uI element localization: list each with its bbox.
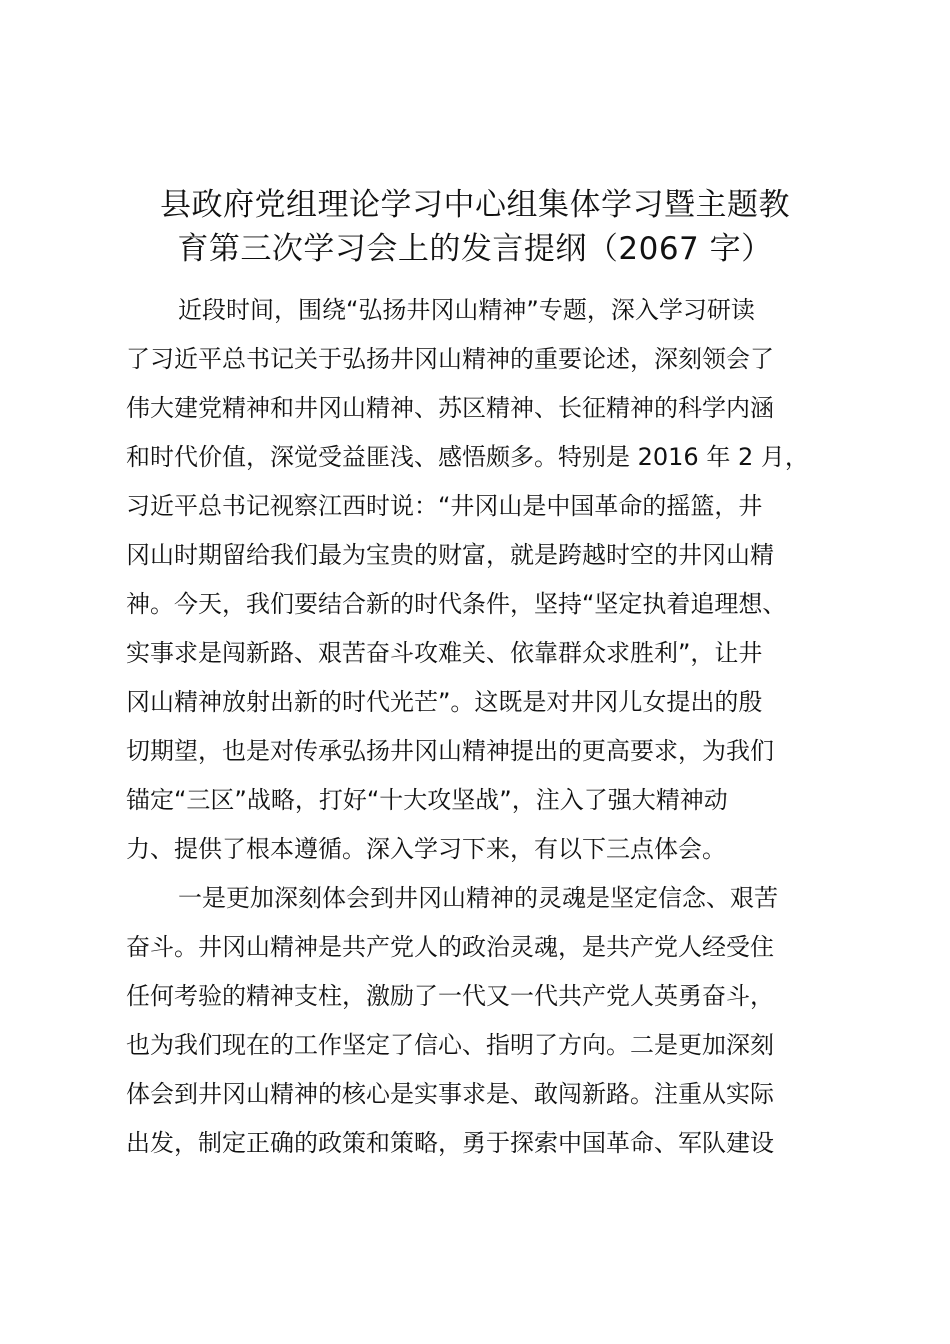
title-line-1: 县政府党组理论学习中心组集体学习暨主题教 [160,187,790,223]
paragraph-2-line: 体会到井冈山精神的核心是实事求是、敢闯新路。注重从实际 [126,1080,774,1108]
paragraph-1-line: 冈山时期留给我们最为宝贵的财富，就是跨越时空的井冈山精 [126,541,774,569]
paragraph-1-line: 和时代价值，深觉受益匪浅、感悟颇多。特别是 2016 年 2 月， [126,443,809,471]
paragraph-2-line: 奋斗。井冈山精神是共产党人的政治灵魂，是共产党人经受住 [126,933,774,961]
paragraph-2-line: 也为我们现在的工作坚定了信心、指明了方向。二是更加深刻 [126,1031,774,1059]
paragraph-1-line: 了习近平总书记关于弘扬井冈山精神的重要论述，深刻领会了 [126,345,774,373]
document-body [126,286,840,1168]
paragraph-1-line: 习近平总书记视察江西时说：“井冈山是中国革命的摇篮，井 [126,492,763,520]
paragraph-1-line: 锚定“三区”战略，打好“十大攻坚战”，注入了强大精神动 [126,786,728,814]
paragraph-1-line: 伟大建党精神和井冈山精神、苏区精神、长征精神的科学内涵 [126,394,774,422]
paragraph-1-line: 力、提供了根本遵循。深入学习下来，有以下三点体会。 [126,835,726,863]
paragraph-2-line: 一是更加深刻体会到井冈山精神的灵魂是坚定信念、艰苦 [178,884,778,912]
title-line-2: 育第三次学习会上的发言提纲（2067 字） [177,231,773,267]
paragraph-1-line: 神。今天，我们要结合新的时代条件，坚持“坚定执着追理想、 [126,590,787,618]
paragraph-1-line: 冈山精神放射出新的时代光芒”。这既是对井冈儿女提出的殷 [126,688,763,716]
paragraph-1 [126,286,840,874]
paragraph-2-line: 出发，制定正确的政策和策略，勇于探索中国革命、军队建设 [126,1129,774,1157]
paragraph-2 [126,874,840,1168]
paragraph-1-line: 切期望，也是对传承弘扬井冈山精神提出的更高要求，为我们 [126,737,774,765]
document-title [118,183,832,271]
paragraph-2-line: 任何考验的精神支柱，激励了一代又一代共产党人英勇奋斗， [126,982,774,1010]
paragraph-1-line: 近段时间，围绕“弘扬井冈山精神”专题，深入学习研读 [178,296,755,324]
paragraph-1-line: 实事求是闯新路、艰苦奋斗攻难关、依靠群众求胜利”，让井 [126,639,763,667]
